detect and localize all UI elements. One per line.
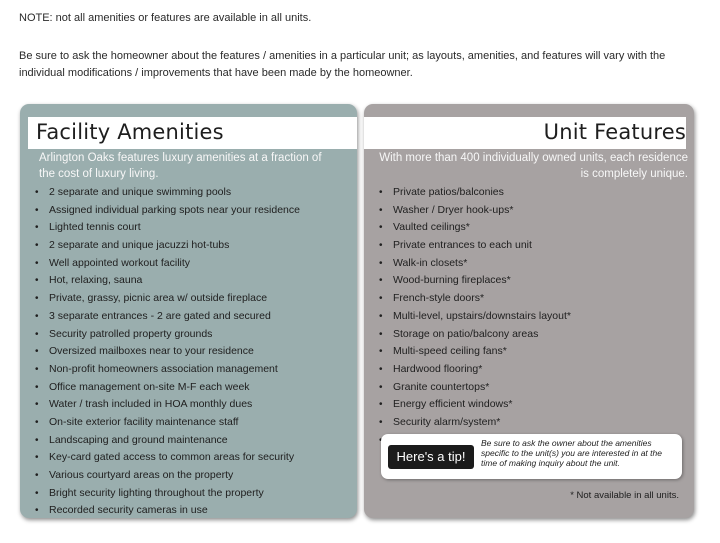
list-item: • 3 separate entrances - 2 are gated and secured — [34, 308, 352, 326]
list-item: • Security patrolled property grounds — [34, 326, 352, 344]
facility-amenities-list — [34, 184, 352, 518]
list-item: • Vaulted ceilings* — [378, 219, 688, 237]
list-item: • Key-card gated access to common areas for security — [34, 449, 352, 467]
list-item: • Assigned individual parking spots near your residence — [34, 202, 352, 220]
availability-note: NOTE: not all amenities or features are available in all units. — [19, 12, 312, 24]
list-item: • Office management on-site M-F each week — [34, 379, 352, 397]
unit-tagline: With more than 400 individually owned units, each residence is completely unique. — [379, 152, 688, 180]
list-item: • Multi-speed ceiling fans* — [378, 343, 688, 361]
list-item: • Bright security lighting throughout the property — [34, 485, 352, 503]
facility-tagline: Arlington Oaks features luxury amenities at a fraction of the cost of luxury living. — [39, 152, 322, 180]
unit-features-list — [378, 184, 688, 449]
list-item: • French-style doors* — [378, 290, 688, 308]
list-item: • 2 separate and unique swimming pools — [34, 184, 352, 202]
list-item: • Private patios/balconies — [378, 184, 688, 202]
list-item: • Private, grassy, picnic area w/ outside fireplace — [34, 290, 352, 308]
intro-paragraph: Be sure to ask the homeowner about the features / amenities in a particular unit; as layouts, amenities, and features will vary with the individual modifications / improvements that have been made by the homeowner. — [19, 50, 666, 79]
facility-amenities-panel — [20, 104, 357, 518]
tip-text: Be sure to ask the owner about the amenities specific to the unit(s) you are interested in at the time of making inquiry about the unit. — [481, 438, 662, 468]
list-item: • Washer / Dryer hook-ups* — [378, 202, 688, 220]
tip-box — [381, 434, 682, 479]
list-item: • Private entrances to each unit — [378, 237, 688, 255]
list-item: • Lighted tennis court — [34, 219, 352, 237]
list-item: • Water / trash included in HOA monthly dues — [34, 396, 352, 414]
unit-features-title: Unit Features — [543, 120, 686, 144]
list-item: • 2 separate and unique jacuzzi hot-tubs — [34, 237, 352, 255]
availability-footnote: * Not available in all units. — [570, 490, 679, 501]
facility-amenities-title: Facility Amenities — [36, 120, 224, 144]
list-item: • Hot, relaxing, sauna — [34, 272, 352, 290]
list-item: • Walk-in closets* — [378, 255, 688, 273]
list-item: • Energy efficient windows* — [378, 396, 688, 414]
unit-features-panel — [364, 104, 694, 518]
list-item: • Storage on patio/balcony areas — [378, 326, 688, 344]
tip-label: Here's a tip! — [388, 445, 474, 469]
list-item: • Non-profit homeowners association management — [34, 361, 352, 379]
list-item: • Multi-level, upstairs/downstairs layout* — [378, 308, 688, 326]
list-item: • Security alarm/system* — [378, 414, 688, 432]
list-item: • Hardwood flooring* — [378, 361, 688, 379]
list-item: • Wood-burning fireplaces* — [378, 272, 688, 290]
list-item: • Oversized mailboxes near to your residence — [34, 343, 352, 361]
list-item: • Landscaping and ground maintenance — [34, 432, 352, 450]
list-item: • Recorded security cameras in use — [34, 502, 352, 518]
list-item: • On-site exterior facility maintenance staff — [34, 414, 352, 432]
list-item: • Granite countertops* — [378, 379, 688, 397]
list-item: • Various courtyard areas on the property — [34, 467, 352, 485]
list-item: • Well appointed workout facility — [34, 255, 352, 273]
